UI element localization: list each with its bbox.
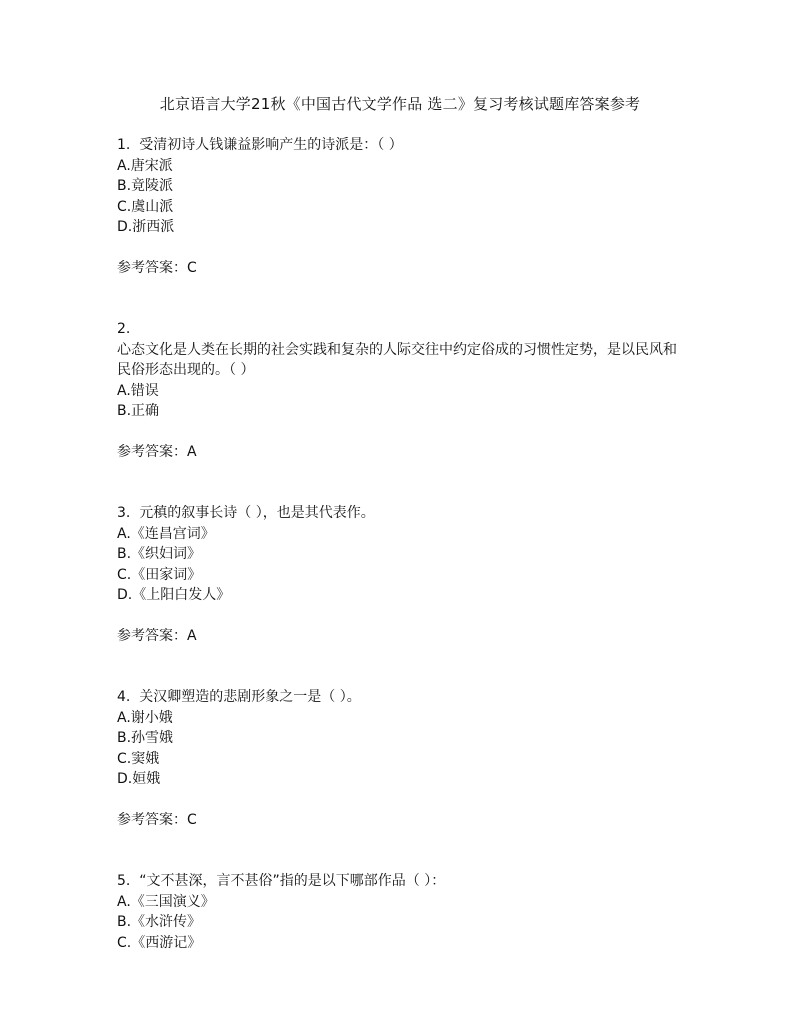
question-text: 心态文化是人类在长期的社会实践和复杂的人际交往中约定俗成的习惯性定势，是以民风和民俗形态出现的。（ ） (117, 341, 677, 378)
spacer (117, 646, 697, 687)
question-number: 3. (117, 505, 131, 521)
spacer (117, 278, 697, 319)
option-d: D.《上阳白发人》 (117, 587, 231, 603)
question-number: 1. (117, 137, 131, 153)
option-c: C.《田家词》 (117, 566, 202, 583)
spacer (117, 462, 697, 503)
option-b: B.竟陵派 (117, 178, 174, 194)
question-text: 关汉卿塑造的悲剧形象之一是（ ）。 (139, 689, 361, 705)
question-3 (117, 503, 697, 646)
question-number: 4. (117, 689, 131, 705)
option-c: C.窦娥 (117, 750, 160, 767)
document-title: 北京语言大学21秋《中国古代文学作品 选二》复习考核试题库答案参考 (159, 95, 641, 113)
option-c: C.《西游记》 (117, 934, 202, 951)
reference-answer: 参考答案：A (117, 443, 197, 460)
question-number: 2. (117, 321, 131, 337)
question-stem (117, 687, 697, 708)
option-b: B.《水浒传》 (117, 914, 202, 930)
option-a: A.错误 (117, 382, 159, 399)
option-a: A.唐宋派 (117, 157, 173, 174)
option-b: B.正确 (117, 403, 160, 419)
question-text: 元稹的叙事长诗（ ），也是其代表作。 (139, 505, 375, 521)
option-a: A.谢小娥 (117, 709, 173, 726)
question-text: 受清初诗人钱谦益影响产生的诗派是：（ ） (139, 137, 403, 153)
question-text: “文不甚深，言不甚俗”指的是以下哪部作品（ ）： (139, 873, 446, 889)
option-b: B.《织妇词》 (117, 546, 202, 562)
option-c: C.虞山派 (117, 198, 174, 215)
reference-answer: 参考答案：C (117, 811, 197, 828)
option-a: A.《连昌宫词》 (117, 525, 215, 542)
question-number: 5. (117, 873, 131, 889)
option-b: B.孙雪娥 (117, 730, 174, 746)
option-d: D.浙西派 (117, 219, 175, 235)
question-stem (117, 503, 697, 524)
question-list (117, 135, 697, 953)
question-stem (117, 871, 697, 892)
question-5 (117, 871, 697, 953)
reference-answer: 参考答案：A (117, 627, 197, 644)
option-a: A.《三国演义》 (117, 893, 215, 910)
question-stem (117, 135, 697, 156)
option-d: D.姮娥 (117, 771, 161, 787)
spacer (117, 830, 697, 871)
question-4 (117, 687, 697, 830)
question-1 (117, 135, 697, 278)
question-2 (117, 319, 697, 462)
reference-answer: 参考答案：C (117, 259, 197, 276)
